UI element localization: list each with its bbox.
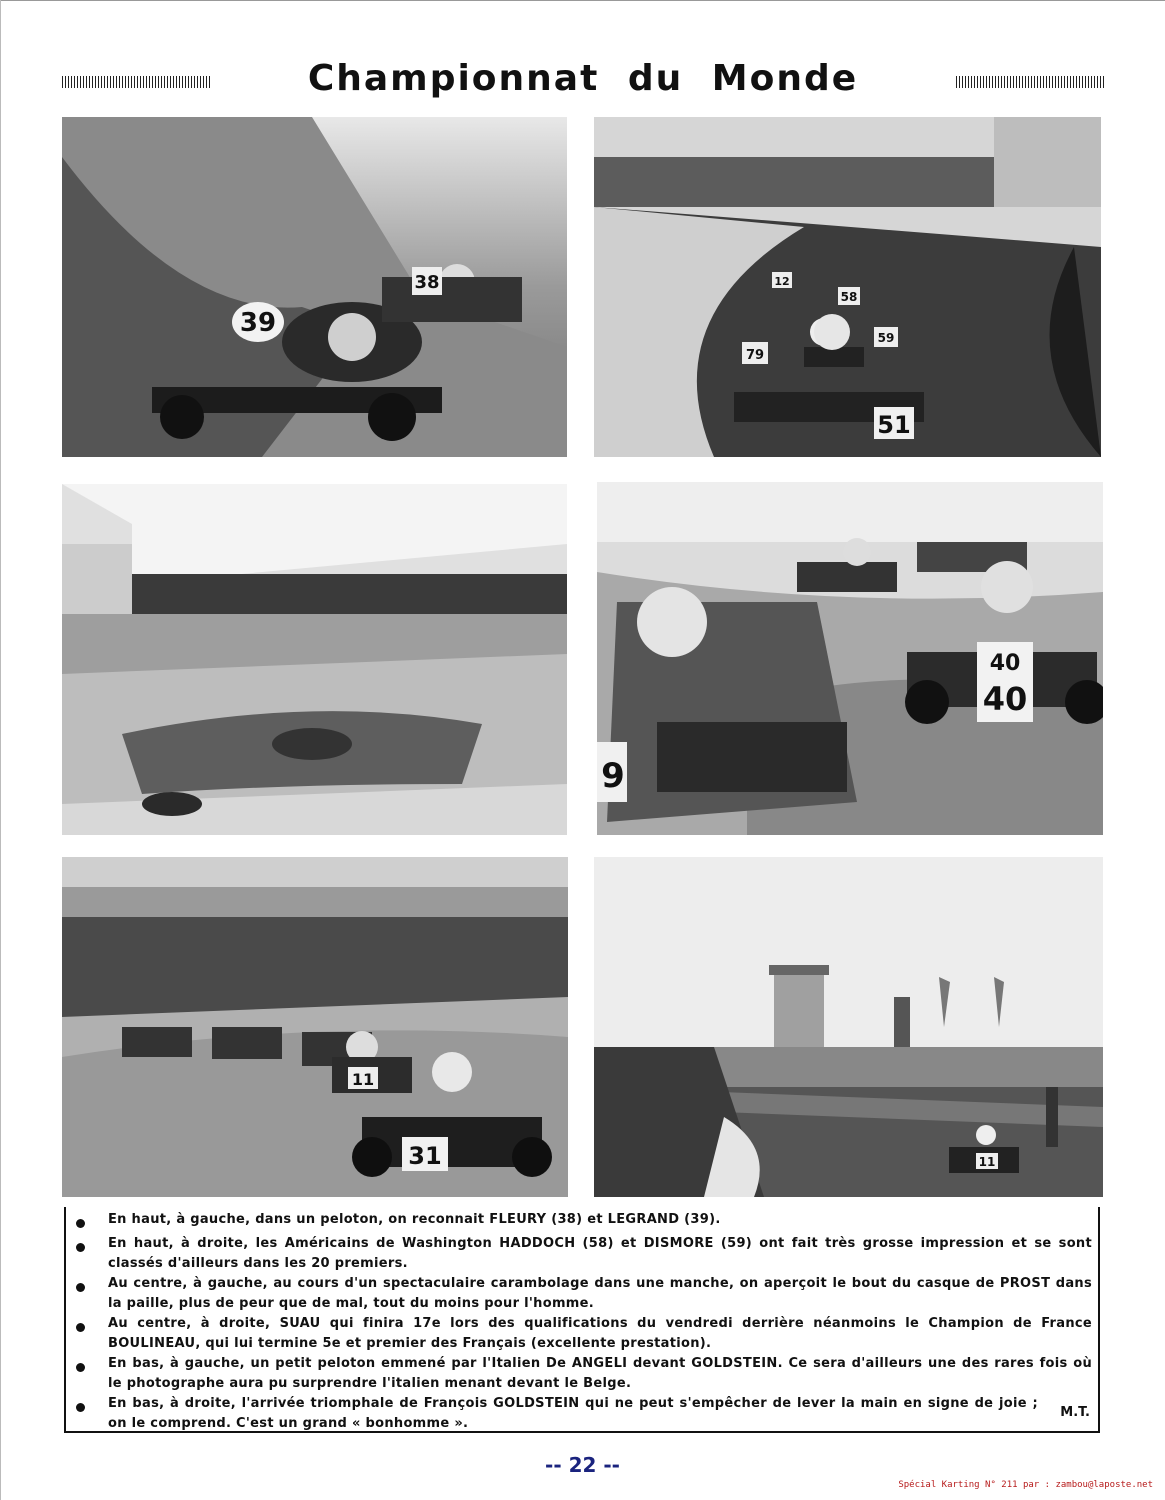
caption-signature: M.T.: [1060, 1405, 1090, 1420]
photo-top-left-image: [62, 117, 567, 457]
kart-number-40-bottom: 40: [982, 680, 1028, 718]
photo-top-left: [62, 117, 567, 457]
kart-number-51: 51: [877, 411, 911, 439]
title-row: [62, 58, 1104, 102]
kart-number-11: 11: [978, 1155, 996, 1169]
photo-middle-left-image: [62, 484, 567, 835]
caption-bullet: [76, 1219, 85, 1228]
title-ornament-right: [956, 76, 1104, 88]
kart-number-58: 58: [840, 290, 858, 304]
caption-bullet: [76, 1403, 85, 1412]
kart-number-12: 12: [774, 275, 790, 288]
kart-number-79: 79: [745, 348, 765, 363]
caption-box: [64, 1207, 1100, 1433]
photo-middle-right-image: [597, 482, 1103, 835]
kart-number-38: 38: [414, 272, 440, 293]
photo-bottom-right: [594, 857, 1103, 1197]
photo-bottom-left-image: [62, 857, 568, 1197]
page-title: Championnat du Monde: [307, 58, 859, 99]
page-border-left: [0, 0, 1, 1500]
photo-middle-left: [62, 484, 567, 835]
caption-bullet: [76, 1323, 85, 1332]
caption-bottom-left: En bas, à gauche, un petit peloton emmené par l'Italien De ANGELI devant GOLDSTEIN. Ce sera d'ailleurs une des rares fois où le photographe aura pu surprendre l'italien menant devant le Belge.: [108, 1356, 1092, 1391]
photo-bottom-right-image: [594, 857, 1103, 1197]
page-border-top: [0, 0, 1165, 1]
caption-bottom-right: En bas, à droite, l'arrivée triomphale de François GOLDSTEIN qui ne peut s'empêcher de lever la main en signe de joie ; on le comprend. C'est un grand « bonhomme ».: [108, 1396, 1038, 1431]
kart-number-40-top: 40: [989, 651, 1021, 676]
caption-bullet: [76, 1243, 85, 1252]
caption-middle-left: Au centre, à gauche, au cours d'un spectaculaire carambolage dans une manche, on aperçoit le bout du casque de PROST dans la paille, plus de peur que de mal, tout du moins pour l'homme.: [108, 1276, 1092, 1311]
page-number: -- 22 --: [545, 1453, 620, 1477]
photo-top-right-image: [594, 117, 1101, 457]
kart-number-39: 39: [239, 308, 277, 338]
photo-middle-right: [597, 482, 1103, 835]
kart-number-11: 11: [351, 1070, 375, 1089]
footer-credit: Spécial Karting N° 211 par : zambou@laposte.net: [898, 1480, 1153, 1490]
photo-bottom-left: [62, 857, 568, 1197]
caption-bullet: [76, 1363, 85, 1372]
caption-middle-right: Au centre, à droite, SUAU qui finira 17e lors des qualifications du vendredi derrière néanmoins le Champion de France BOULINEAU, qui lui termine 5e et premier des Français (excellente prestation).: [108, 1316, 1092, 1351]
kart-number-59: 59: [877, 331, 895, 345]
kart-number-9: 9: [601, 756, 625, 796]
caption-top-right: En haut, à droite, les Américains de Washington HADDOCH (58) et DISMORE (59) ont fait très grosse impression et se sont classés d'ailleurs dans les 20 premiers.: [108, 1236, 1092, 1271]
kart-number-31: 31: [408, 1142, 442, 1170]
photo-top-right: [594, 117, 1101, 457]
caption-bullet: [76, 1283, 85, 1292]
caption-top-left: En haut, à gauche, dans un peloton, on reconnait FLEURY (38) et LEGRAND (39).: [108, 1212, 721, 1227]
